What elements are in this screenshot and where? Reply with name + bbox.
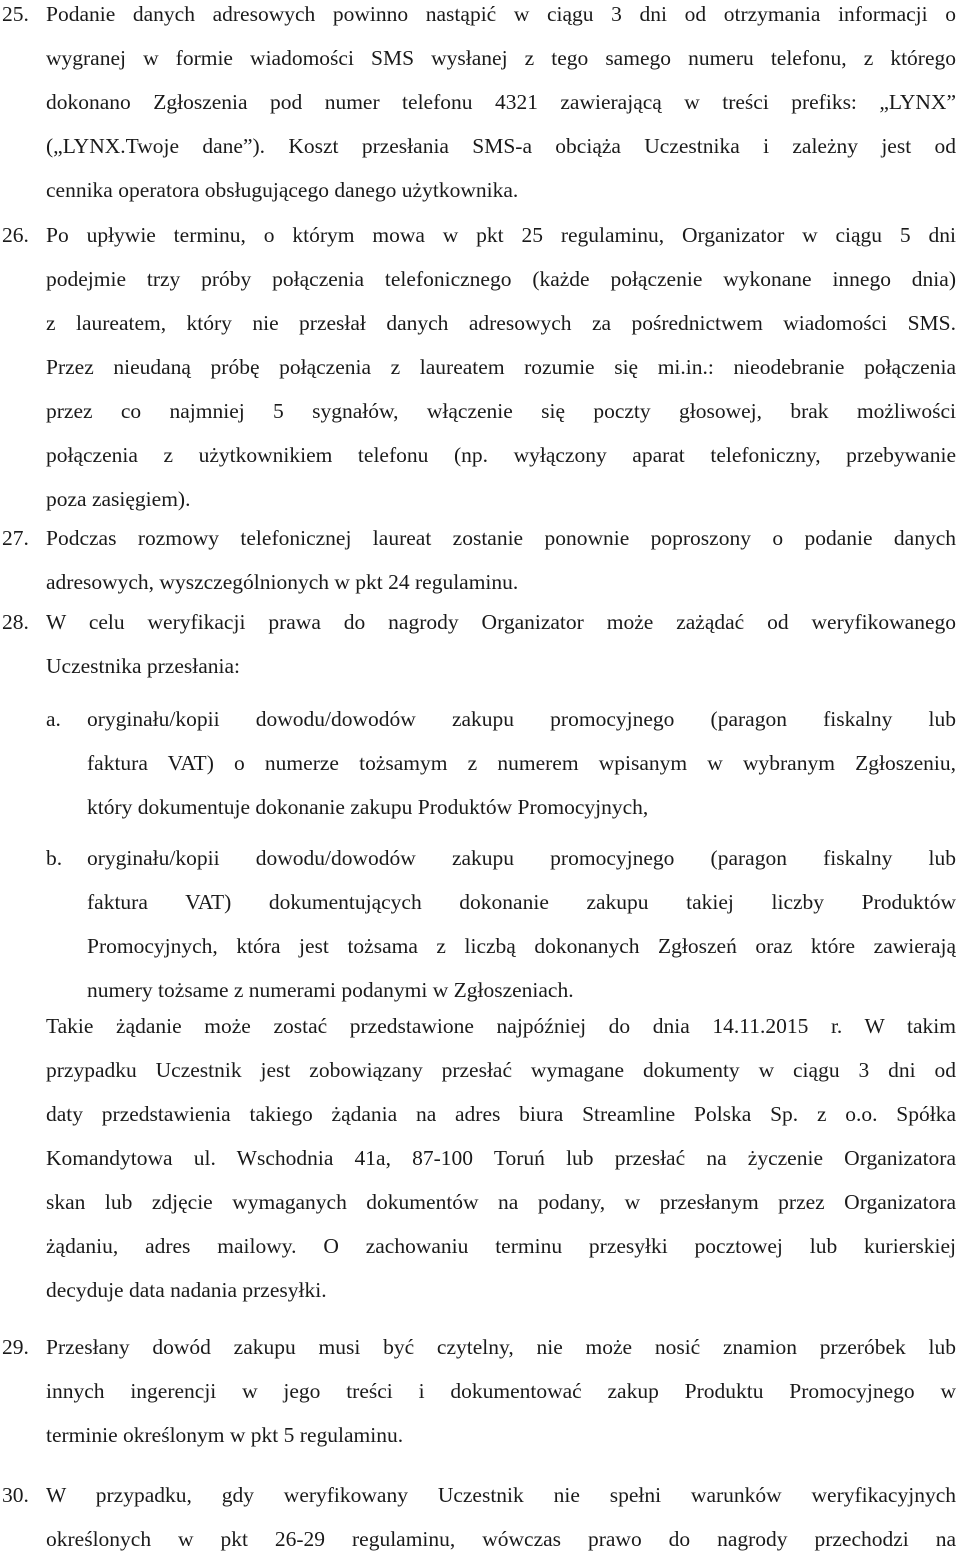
paragraph-line: dokonano Zgłoszenia pod numer telefonu 4321 zawierającą w treści prefiks: „LYNX” [46,90,956,114]
paragraph-line: Promocyjnych, która jest tożsama z liczbą dokonanych Zgłoszeń oraz które zawierają [87,934,956,958]
paragraph-line: innych ingerencji w jego treści i dokumentować zakup Produktu Promocyjnego w [46,1379,956,1403]
paragraph-line: Takie żądanie może zostać przedstawione najpóźniej do dnia 14.11.2015 r. W takim [46,1014,956,1038]
paragraph-26 [0,213,956,521]
paragraph-line: wygranej w formie wiadomości SMS wysłanej z tego samego numeru telefonu, z którego [46,46,956,70]
paragraph-number: 27. [2,526,29,550]
paragraph-line: adresowych, wyszczególnionych w pkt 24 regulaminu. [46,570,519,594]
paragraph-line: Przez nieudaną próbę połączenia z laureatem rozumie się mi.in.: nieodebranie połączenia [46,355,956,379]
paragraph-line: („LYNX.Twoje dane”). Koszt przesłania SMS-a obciąża Uczestnika i zależny jest od [46,134,956,158]
paragraph-number: 30. [2,1483,29,1507]
list-marker: a. [46,707,61,731]
paragraph-line: decyduje data nadania przesyłki. [46,1278,327,1302]
paragraph-line: Po upływie terminu, o którym mowa w pkt 25 regulaminu, Organizator w ciągu 5 dni [46,223,956,247]
paragraph-line: faktura VAT) dokumentujących dokonanie zakupu takiej liczby Produktów [87,890,956,914]
paragraph-line: przypadku Uczestnik jest zobowiązany przesłać wymagane dokumenty w ciągu 3 dni od [46,1058,956,1082]
paragraph-line: poza zasięgiem). [46,487,191,511]
paragraph-line: cennika operatora obsługującego danego użytkownika. [46,178,519,202]
paragraph-number: 29. [2,1335,29,1359]
paragraph-line: Uczestnika przesłania: [46,654,241,678]
list-item-a [0,697,956,829]
paragraph-line: terminie określonym w pkt 5 regulaminu. [46,1423,404,1447]
paragraph-line: faktura VAT) o numerze tożsamym z numerem wpisanym w wybranym Zgłoszeniu, [87,751,956,775]
paragraph-28 [0,600,956,688]
paragraph-29 [0,1325,956,1457]
paragraph-line: W przypadku, gdy weryfikowany Uczestnik nie spełni warunków weryfikacyjnych [46,1483,956,1507]
paragraph-25 [0,0,956,212]
paragraph-line: W celu weryfikacji prawa do nagrody Organizator może zażądać od weryfikowanego [46,610,956,634]
paragraph-line: żądaniu, adres mailowy. O zachowaniu terminu przesyłki pocztowej lub kurierskiej [46,1234,956,1258]
paragraph-30 [0,1473,956,1561]
list-marker: b. [46,846,63,870]
paragraph-line: oryginału/kopii dowodu/dowodów zakupu promocyjnego (paragon fiskalny lub [87,846,956,870]
paragraph-line: określonych w pkt 26-29 regulaminu, wówczas prawo do nagrody przechodzi na [46,1527,956,1551]
paragraph-number: 28. [2,610,29,634]
paragraph-line: przez co najmniej 5 sygnałów, włączenie się poczty głosowej, brak możliwości [46,399,956,423]
paragraph-line: daty przedstawienia takiego żądania na adres biura Streamline Polska Sp. z o.o. Spółka [46,1102,956,1126]
paragraph-number: 25. [2,2,29,26]
paragraph-line: Podanie danych adresowych powinno nastąpić w ciągu 3 dni od otrzymania informacji o [46,2,956,26]
paragraph-28-continuation [0,1004,956,1312]
paragraph-line: Przesłany dowód zakupu musi być czytelny, nie może nosić znamion przeróbek lub [46,1335,956,1359]
paragraph-line: numery tożsame z numerami podanymi w Zgłoszeniach. [87,978,574,1002]
paragraph-line: połączenia z użytkownikiem telefonu (np. wyłączony aparat telefoniczny, przebywanie [46,443,956,467]
paragraph-line: który dokumentuje dokonanie zakupu Produktów Promocyjnych, [87,795,649,819]
list-item-b [0,836,956,1012]
paragraph-27 [0,516,956,604]
paragraph-line: podejmie trzy próby połączenia telefonicznego (każde połączenie wykonane innego dnia) [46,267,956,291]
paragraph-number: 26. [2,223,29,247]
paragraph-line: skan lub zdjęcie wymaganych dokumentów na podany, w przesłanym przez Organizatora [46,1190,956,1214]
paragraph-line: oryginału/kopii dowodu/dowodów zakupu promocyjnego (paragon fiskalny lub [87,707,956,731]
paragraph-line: Komandytowa ul. Wschodnia 41a, 87-100 Toruń lub przesłać na życzenie Organizatora [46,1146,956,1170]
paragraph-line: Podczas rozmowy telefonicznej laureat zostanie ponownie poproszony o podanie danych [46,526,956,550]
paragraph-line: z laureatem, który nie przesłał danych adresowych za pośrednictwem wiadomości SMS. [46,311,956,335]
